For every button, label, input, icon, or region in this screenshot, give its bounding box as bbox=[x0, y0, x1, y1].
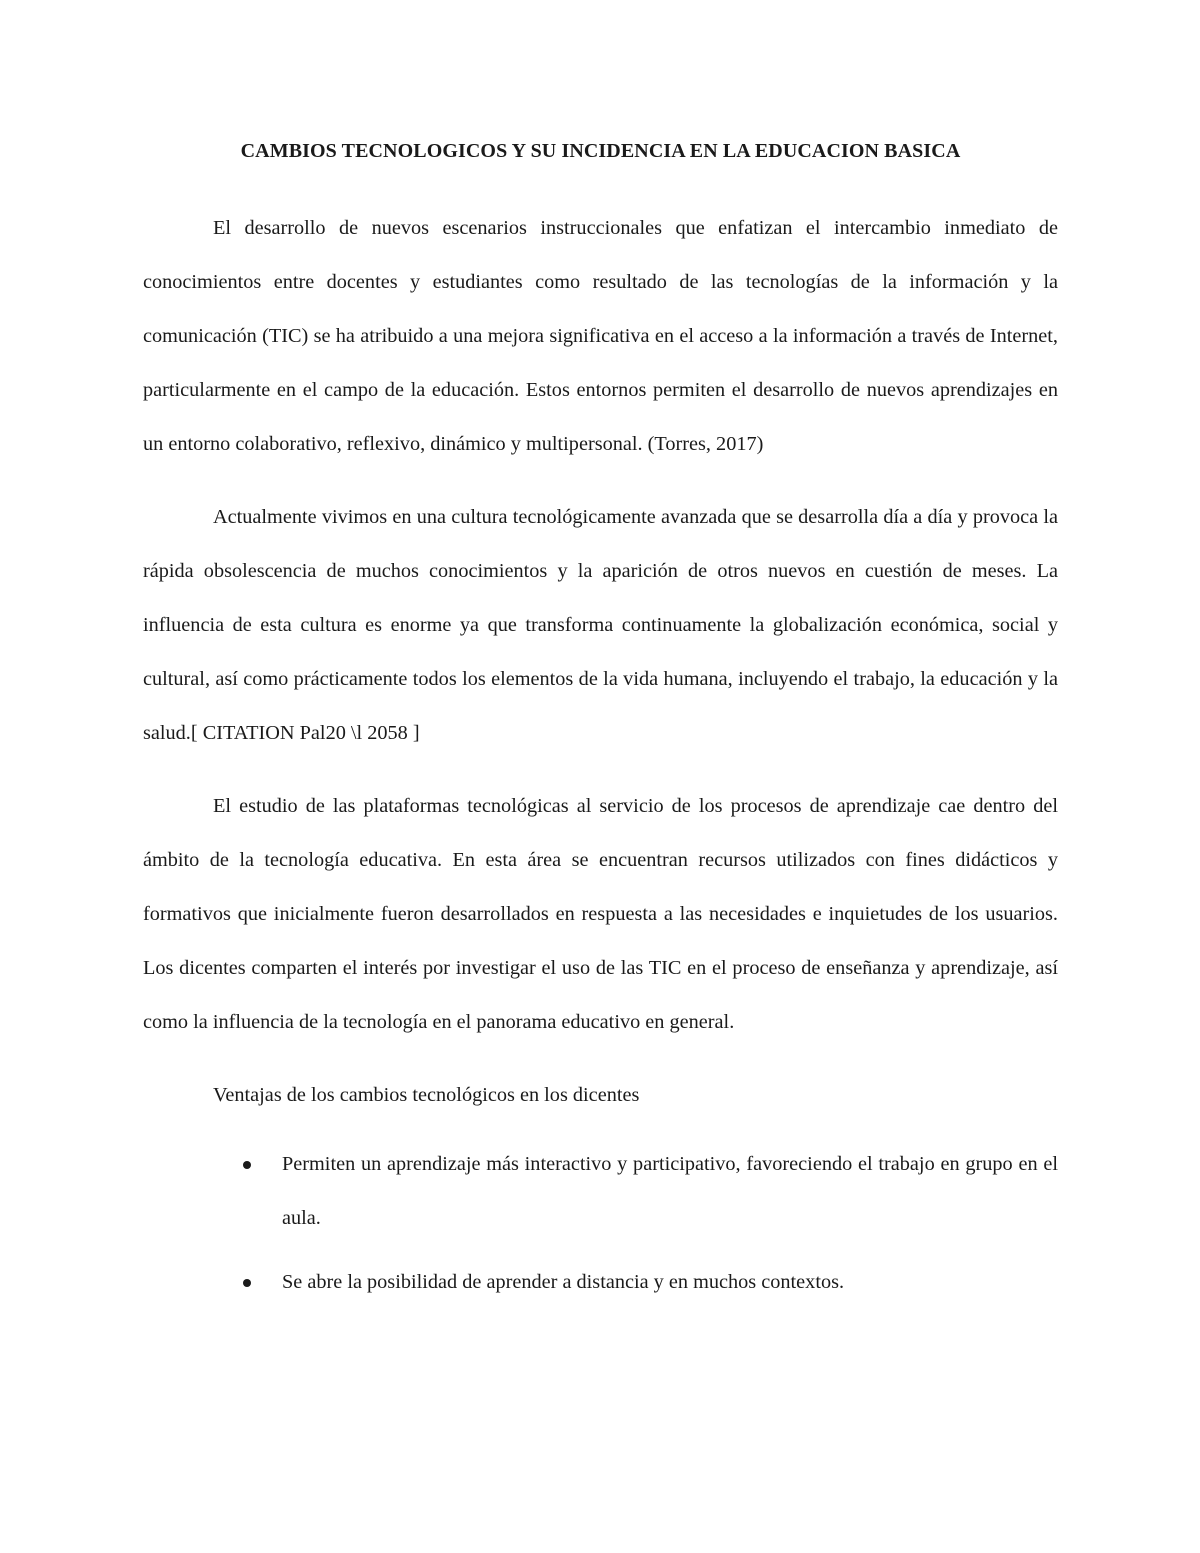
list-item bbox=[143, 1255, 1058, 1309]
paragraph-1: El desarrollo de nuevos escenarios instruccionales que enfatizan el intercambio inmediato de conocimientos entre docentes y estudiantes como resultado de las tecnologías de la información y la comunicación (TIC) se ha atribuido a una mejora significativa en el acceso a la información a través de Internet, particularmente en el campo de la educación. Estos entornos permiten el desarrollo de nuevos aprendizajes en un entorno colaborativo, reflexivo, dinámico y multipersonal. (Torres, 2017) bbox=[143, 217, 1058, 455]
document-page bbox=[143, 140, 1058, 1319]
section-subheading: Ventajas de los cambios tecnológicos en los dicentes bbox=[213, 1084, 640, 1106]
list-item bbox=[143, 1137, 1058, 1245]
paragraph-2: Actualmente vivimos en una cultura tecnológicamente avanzada que se desarrolla día a día y provoca la rápida obsolescencia de muchos conocimientos y la aparición de otros nuevos en cuestión de meses. La influencia de esta cultura es enorme ya que transforma continuamente la globalización económica, social y cultural, así como prácticamente todos los elementos de la vida humana, incluyendo el trabajo, la educación y la salud.[ CITATION Pal20 \l 2058 ] bbox=[143, 506, 1058, 744]
advantages-list bbox=[143, 1137, 1058, 1309]
bullet-icon bbox=[243, 1161, 251, 1169]
document-title: CAMBIOS TECNOLOGICOS Y SU INCIDENCIA EN LA EDUCACION BASICA bbox=[240, 140, 961, 162]
bullet-icon bbox=[243, 1279, 251, 1287]
list-item-text: Se abre la posibilidad de aprender a distancia y en muchos contextos. bbox=[282, 1271, 845, 1293]
list-item-text: Permiten un aprendizaje más interactivo y participativo, favoreciendo el trabajo en grupo en el aula. bbox=[282, 1153, 1058, 1229]
paragraph-3: El estudio de las plataformas tecnológicas al servicio de los procesos de aprendizaje cae dentro del ámbito de la tecnología educativa. En esta área se encuentran recursos utilizados con fines didácticos y formativos que inicialmente fueron desarrollados en respuesta a las necesidades e inquietudes de los usuarios. Los dicentes comparten el interés por investigar el uso de las TIC en el proceso de enseñanza y aprendizaje, así como la influencia de la tecnología en el panorama educativo en general. bbox=[143, 795, 1058, 1033]
